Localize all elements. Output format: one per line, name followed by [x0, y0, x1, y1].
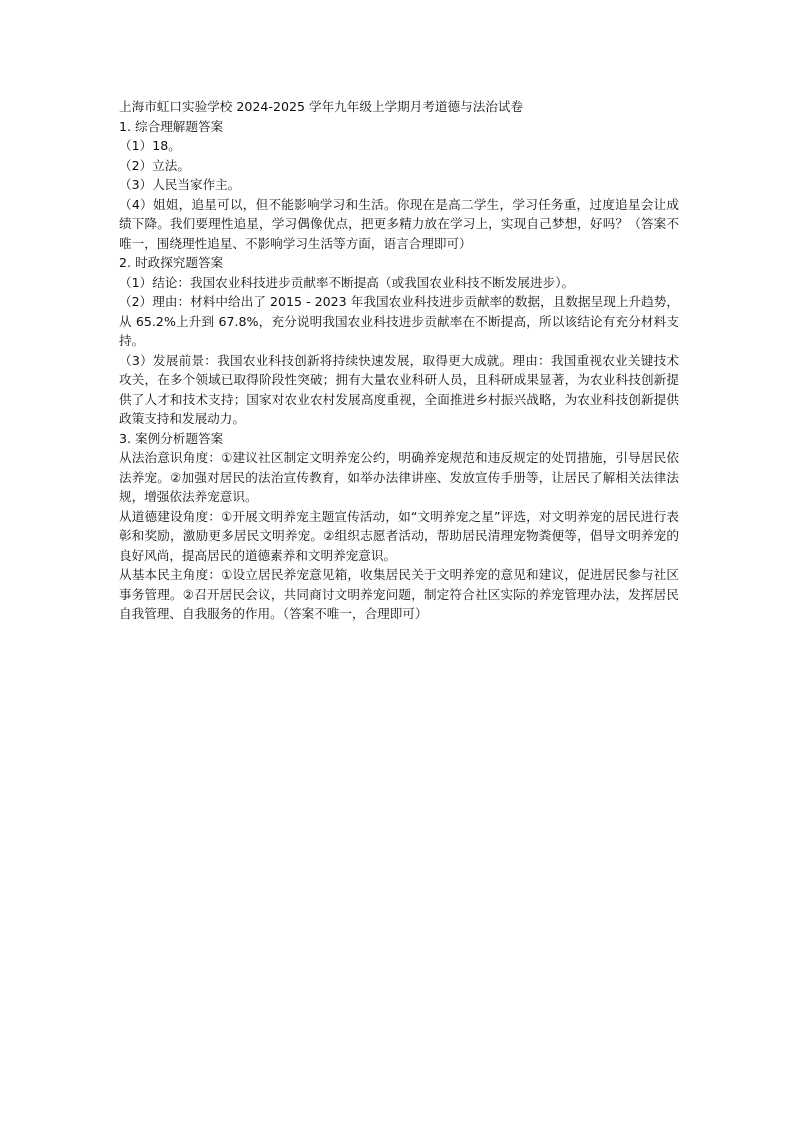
section-heading-3: 3. 案例分析题答案	[119, 430, 224, 446]
answer-item: 从法治意识角度：①建议社区制定文明养宠公约，明确养宠规范和违反规定的处罚措施，引导居民依法养宠。②加强对居民的法治宣传教育，如举办法律讲座、发放宣传手册等，让居民了解相关法律法规，增强依法养宠意识。	[119, 450, 679, 504]
answer-item: 从基本民主角度：①设立居民养宠意见箱，收集居民关于文明养宠的意见和建议，促进居民参与社区事务管理。②召开居民会议，共同商讨文明养宠问题，制定符合社区实际的养宠管理办法，发挥居民自我管理、自我服务的作用。（答案不唯一，合理即可）	[119, 567, 679, 621]
section-heading-2: 2. 时政探究题答案	[119, 255, 224, 270]
answer-item: 从道德建设角度：①开展文明养宠主题宣传活动，如“文明养宠之星”评选，对文明养宠的居民进行表彰和奖励，激励更多居民文明养宠。②组织志愿者活动，帮助居民清理宠物粪便等，倡导文明养宠的良好风尚，提高居民的道德素养和文明养宠意识。	[119, 508, 679, 563]
section-heading-1: 1. 综合理解题答案	[119, 118, 224, 134]
document-page	[119, 97, 679, 624]
answer-item: （2）理由：材料中给出了 2015 - 2023 年我国农业科技进步贡献率的数据，且数据呈现上升趋势，从 65.2%上升到 67.8%，充分说明我国农业科技进步贡献率在不断提高，所以该结论有充分材料支持。	[119, 294, 679, 348]
answer-item: （1）18。	[119, 138, 181, 153]
answer-item: （3）人民当家作主。	[119, 177, 241, 192]
answer-item: （1）结论：我国农业科技进步贡献率不断提高（或我国农业科技不断发展进步）。	[119, 274, 575, 290]
answer-item: （3）发展前景：我国农业科技创新将持续快速发展，取得更大成就。理由：我国重视农业关键技术攻关，在多个领域已取得阶段性突破；拥有大量农业科研人员，且科研成果显著，为农业科技创新提供了人才和技术支持；国家对农业农村发展高度重视，全面推进乡村振兴战略，为农业科技创新提供政策支持和发展动力。	[119, 352, 679, 426]
answer-item: （2）立法。	[119, 157, 190, 173]
answer-item: （4）姐姐，追星可以，但不能影响学习和生活。你现在是高二学生，学习任务重，过度追星会让成绩下降。我们要理性追星，学习偶像优点，把更多精力放在学习上，实现自己梦想，好吗？（答案不唯一，围绕理性追星、不影响学习生活等方面，语言合理即可）	[119, 196, 679, 251]
document-title: 上海市虹口实验学校 2024-2025 学年九年级上学期月考道德与法治试卷	[119, 99, 524, 114]
